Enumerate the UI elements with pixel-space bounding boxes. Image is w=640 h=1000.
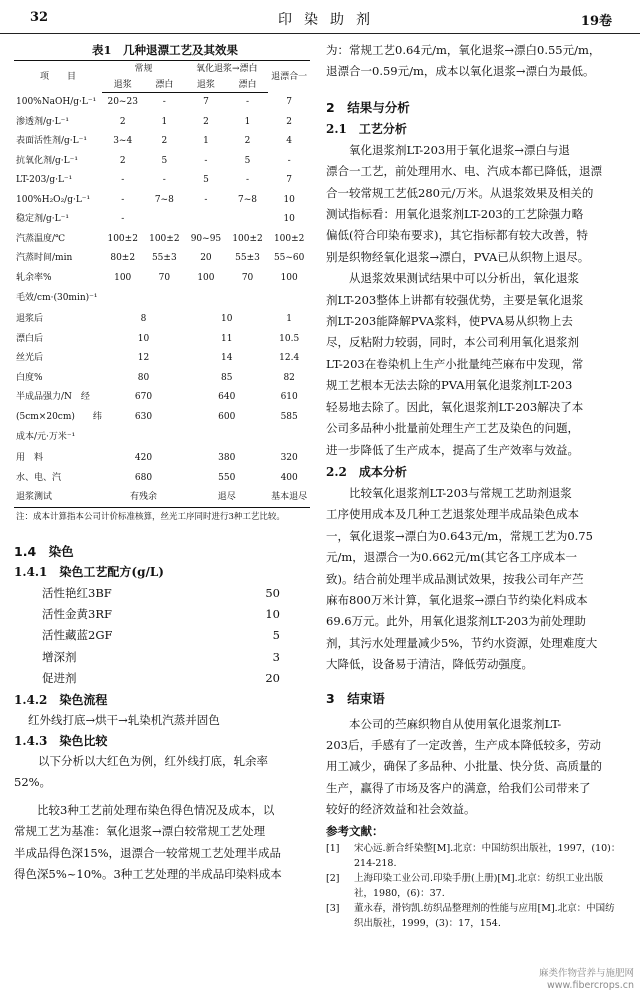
references-title: 参考文献：	[326, 823, 384, 838]
table-row	[14, 449, 310, 469]
reference-text	[354, 871, 628, 901]
paragraph-line: 退漂合一0.59元/m，成本以氧化退浆→漂白为最低。	[326, 64, 595, 79]
paragraph-line: 得色深5%~10%。3种工艺处理的半成品印染料成本	[14, 866, 282, 881]
process-comparison-table	[14, 60, 310, 508]
table-note: 注：成本计算指本公司计价标准核算，丝光工序同时进行3种工艺比较。	[16, 511, 285, 522]
table-cell: 10	[221, 314, 233, 325]
watermark-line: 麻类作物营养与施肥网	[538, 968, 634, 979]
table-cell: 7	[286, 175, 293, 186]
paragraph-line: 半成品得色深15%，退漂合一较常规工艺处理半成品	[14, 845, 282, 860]
table-cell: 10	[137, 333, 150, 344]
table-cell	[144, 210, 186, 230]
paragraph-line: 比较3种工艺前处理布染色得色情况及成本，以	[37, 802, 275, 817]
paragraph-line: 大降低，设备易于清洁，降低劳动强度。	[326, 657, 533, 672]
table-cell: 5	[203, 175, 209, 186]
section-1-4-1-title: 1.4.1 染色工艺配方(g/L)	[14, 564, 164, 579]
table-cell: 85	[221, 372, 233, 383]
table-cell: -	[162, 97, 166, 108]
table-cell: 7	[286, 97, 293, 108]
table-cell: 1	[244, 116, 251, 127]
reference-line: 社，1980，(6)：37.	[354, 887, 445, 899]
table-cell: 7~8	[238, 194, 258, 205]
section-1-4-2-title: 1.4.2 染色流程	[14, 692, 108, 707]
table-cell: 100±2	[273, 233, 305, 244]
table-cell: 7	[203, 97, 209, 108]
table-cell: 1	[203, 136, 209, 147]
paragraph-line: 元/m，退漂合一为0.662元/m(其它各工序成本一	[326, 550, 577, 565]
dye-recipe-list	[14, 583, 316, 690]
table-cell: 11	[221, 333, 233, 344]
table-row	[14, 427, 310, 449]
table-cell: 100±2	[232, 233, 263, 244]
left-column	[14, 40, 316, 885]
table-cell	[185, 210, 227, 230]
journal-title: 印染助剂	[278, 12, 382, 28]
table-cell: 82	[283, 372, 295, 383]
table-cell: 610	[280, 392, 298, 403]
table-cell: 有残余	[102, 488, 185, 508]
reference-item	[326, 901, 628, 931]
dyeing-flow: 红外线打底→烘干→轧染机汽蒸并固色	[28, 712, 220, 727]
table-row	[14, 288, 310, 310]
recipe-dye-name: 活性艳红3BF	[42, 585, 112, 600]
paragraph-line: 用工减少，确保了多品种、小批量、快分货、高质量的	[326, 759, 602, 774]
recipe-amount: 5	[272, 628, 280, 643]
row-label: 毛效/cm·(30min)⁻¹	[16, 293, 98, 304]
paragraph-line: 本公司的苎麻织物自从使用氧化退浆剂LT-	[349, 716, 562, 731]
reference-item	[326, 841, 628, 871]
table-row	[14, 368, 310, 388]
reference-number: [1]	[326, 842, 340, 854]
paragraph-line: 漂合一工艺，前处理用水、电、汽成本都已降低，退漂	[326, 164, 602, 179]
table-row	[14, 310, 310, 330]
table-cell: 70	[158, 272, 171, 283]
subheader-desize: 退浆	[102, 78, 144, 93]
row-label: 汽蒸温度/℃	[16, 233, 66, 244]
table-cell: 20	[200, 253, 212, 264]
volume-label: 19卷	[580, 14, 612, 29]
continued-paragraph	[326, 40, 628, 83]
table-row	[14, 190, 310, 210]
table-row	[14, 249, 310, 269]
table-cell	[144, 288, 186, 310]
table-cell: 10	[283, 194, 295, 205]
watermark	[539, 968, 634, 992]
group-header-oxidative: 氧化退浆→漂白	[185, 61, 268, 78]
table-cell: 14	[221, 353, 233, 364]
paragraph-line: 69.6万元。此外，用氧化退浆剂LT-203为前处理助	[326, 614, 586, 629]
table-cell: 8	[140, 314, 147, 325]
table-cell	[102, 288, 144, 310]
page-number: 32	[30, 10, 49, 25]
table-cell: 2	[119, 155, 126, 166]
reference-line: 织出版社，1999，(3)：17，154.	[354, 917, 501, 929]
row-label: 100%NaOH/g·L⁻¹	[16, 97, 97, 108]
paragraph-line: 麻布800万米计算，氧化退浆→漂白节约染化料成本	[326, 592, 588, 607]
paragraph-line: 剂LT-203能降解PVA浆料，使PVA易从织物上去	[326, 314, 573, 329]
table-cell: 400	[280, 472, 298, 483]
table-row	[14, 210, 310, 230]
paragraph-line: 进一步降低了生产成本，提高了生产效率与效益。	[326, 442, 579, 457]
recipe-dye-name: 活性藏蓝2GF	[42, 628, 113, 643]
table-cell: 100	[197, 272, 215, 283]
table-cell: 5	[244, 155, 251, 166]
paragraph-line: 规工艺根本无法去除的PVA用氧化退浆剂LT-203	[326, 378, 573, 393]
row-label: 白度%	[16, 372, 43, 383]
paragraph-3	[326, 714, 628, 821]
table-cell: 2	[203, 116, 209, 127]
table-cell: 320	[280, 453, 298, 464]
table-row	[14, 112, 310, 132]
table-cell: 550	[218, 472, 236, 483]
paragraph-line: 轻易地去除了。因此，氧化退浆剂LT-203解决了本	[326, 399, 584, 414]
table-cell: 600	[218, 411, 236, 422]
table-cell: -	[287, 155, 291, 166]
reference-number: [2]	[326, 872, 340, 884]
paragraph-line: 以下分析以大红色为例，红外线打底，轧余率	[38, 753, 268, 768]
reference-item	[326, 871, 628, 901]
table-row	[14, 171, 310, 191]
table-cell: 100±2	[107, 233, 138, 244]
table-cell: 680	[134, 472, 153, 483]
table-header-row	[14, 61, 310, 78]
table-cell	[227, 210, 269, 230]
row-label: 退浆后	[16, 314, 44, 325]
row-label: 漂白后	[16, 333, 44, 344]
table-cell: 退尽	[185, 488, 268, 508]
paragraph-line: 为：常规工艺0.64元/m，氧化退浆→漂白0.55元/m，	[326, 43, 601, 57]
paragraph-line: 别是织物经氧化退浆→漂白，PVA已从织物上退尽。	[326, 249, 590, 264]
paragraph-1-4-3	[14, 800, 316, 886]
table-cell: 70	[241, 272, 254, 283]
table-cell: 2	[244, 136, 251, 147]
section-2-2-title: 2.2 成本分析	[326, 464, 407, 479]
paragraph-line: 氧化退浆剂LT-203用于氧化退浆→漂白与退	[349, 142, 570, 157]
section-1-4-title: 1.4 染色	[14, 543, 74, 559]
table-cell: 1	[286, 314, 293, 325]
table-cell: -	[204, 155, 208, 166]
paragraph-line: 52%。	[14, 775, 52, 790]
table-cell: 2	[161, 136, 168, 147]
table-cell: 55±3	[151, 253, 177, 264]
recipe-item	[14, 583, 316, 604]
subheader-desize: 退浆	[185, 78, 227, 93]
table-cell: 2	[286, 116, 293, 127]
table-cell: 20~23	[107, 97, 138, 108]
reference-number: [3]	[326, 902, 340, 914]
row-label: 表面活性剂/g·L⁻¹	[16, 136, 87, 147]
table-cell: 630	[134, 411, 153, 422]
row-label: 稳定剂/g·L⁻¹	[16, 214, 69, 225]
table-caption: 表1 几种退漂工艺及其效果	[91, 43, 238, 57]
paragraph-line: 剂，其污水处理量减少5%，节约水资源，处理难度大	[326, 635, 598, 650]
column-header-item: 项 目	[14, 61, 102, 93]
paragraph-line: 一，氧化退浆→漂白为0.643元/m，常规工艺为0.75	[326, 528, 593, 543]
table-cell: 640	[218, 392, 236, 403]
table-cell	[185, 288, 227, 310]
table-body	[14, 93, 310, 508]
paragraph-line: 较好的经济效益和社会效益。	[326, 802, 476, 817]
paragraph-line: 致)。结合前处理半成品测试效果，按我公司年产苎	[326, 571, 584, 586]
recipe-dye-name: 促进剂	[42, 671, 77, 686]
reference-line: 上海印染工业公司.印染手册(上册)[M].北京：纺织工业出版	[354, 872, 604, 884]
row-label: 轧余率%	[16, 272, 52, 283]
reference-line: 宋心远.新合纤染整[M].北京：中国纺织出版社，1997，(10)：	[354, 842, 621, 854]
group-header-combined: 退漂合一	[268, 61, 310, 93]
row-label: 用 料	[16, 453, 44, 464]
table-row	[14, 349, 310, 369]
table-cell: 80±2	[110, 253, 136, 264]
paragraph-line: 203后，手感有了一定改善，生产成本降低较多，劳动	[326, 737, 601, 752]
table-row	[14, 229, 310, 249]
section-2-title: 2 结果与分析	[326, 99, 410, 115]
table-cell: 585	[280, 411, 298, 422]
table-cell	[268, 288, 310, 310]
table-row	[14, 329, 310, 349]
table-cell: -	[204, 194, 208, 205]
paragraph-line: 测试指标看：用氧化退浆剂LT-203的工艺除强力略	[326, 207, 584, 222]
table-cell: 380	[218, 453, 236, 464]
table-row	[14, 468, 310, 488]
recipe-amount: 3	[272, 649, 280, 664]
recipe-item	[14, 604, 316, 625]
row-label: 丝光后	[16, 353, 44, 364]
table-cell: 3~4	[113, 136, 133, 147]
section-3-title: 3 结束语	[326, 690, 385, 706]
table-row	[14, 93, 310, 113]
row-label: 汽蒸时间/min	[16, 253, 73, 264]
paragraph-2-1-b	[326, 268, 628, 461]
paragraph-line: 从退浆效果测试结果中可以分析出，氧化退浆	[349, 271, 579, 286]
table-cell: 670	[134, 392, 153, 403]
table-cell: 12.4	[279, 353, 300, 364]
paragraph-line: 常规工艺为基准：氧化退浆→漂白较常规工艺处理	[14, 824, 266, 839]
row-label: LT-203/g·L⁻¹	[16, 175, 73, 186]
row-label: 半成品强力/N 经	[16, 392, 90, 403]
section-1-4-3-title: 1.4.3 染色比较	[14, 733, 108, 748]
table-cell: 2	[119, 116, 126, 127]
table-cell: 90~95	[190, 233, 222, 244]
subheader-bleach: 漂白	[144, 78, 186, 93]
table-cell	[268, 427, 310, 449]
table-cell: 100	[114, 272, 132, 283]
paragraph-line: 工序使用成本及几种工艺退浆处理半成品染色成本	[326, 507, 579, 522]
table-cell: -	[246, 97, 250, 108]
table-cell: -	[121, 175, 125, 186]
table-cell: -	[121, 214, 125, 225]
table-row	[14, 268, 310, 288]
recipe-dye-name: 活性金黄3RF	[42, 606, 112, 621]
table-row	[14, 132, 310, 152]
reference-text	[354, 901, 628, 931]
running-header	[0, 0, 640, 34]
table-cell: 5	[161, 155, 168, 166]
row-label: 渗透剂/g·L⁻¹	[16, 116, 69, 127]
table-row	[14, 407, 310, 427]
row-label: 抗氧化剂/g·L⁻¹	[16, 155, 78, 166]
section-2-1-title: 2.1 工艺分析	[326, 121, 407, 136]
paragraph-line: 剂LT-203整体上讲都有较强优势，主要是氧化退浆	[326, 292, 584, 307]
table-cell	[185, 427, 268, 449]
row-label: (5cm×20cm) 纬	[16, 411, 102, 422]
paragraph-line: 合一较常规工艺低280元/万米。从退浆效果及相关的	[326, 185, 594, 200]
table-row	[14, 388, 310, 408]
paragraph-line: LT-203在卷染机上生产小批量纯苎麻布中发现，常	[326, 356, 584, 371]
reference-line: 214-218.	[354, 857, 397, 869]
table-cell	[227, 288, 269, 310]
row-label: 退浆测试	[14, 488, 102, 508]
recipe-item	[14, 668, 316, 689]
table-cell: 12	[137, 353, 150, 364]
table-cell: 55~60	[273, 253, 305, 264]
paragraph-line: 生产，赢得了市场及客户的满意，给我们公司带来了	[326, 780, 591, 795]
row-label: 水、电、汽	[16, 472, 62, 483]
recipe-amount: 20	[265, 671, 280, 686]
reference-line: 董永春，滑钧凯.纺织品整理剂的性能与应用[M].北京：中国纺	[354, 902, 615, 914]
reference-text	[354, 841, 628, 871]
recipe-dye-name: 增深剂	[42, 649, 77, 664]
recipe-amount: 10	[265, 606, 280, 621]
paragraph-line: 公司多品种小批量前处理生产工艺及染色的问题，	[326, 421, 579, 436]
table-cell	[102, 427, 185, 449]
table-cell: 1	[161, 116, 168, 127]
table-cell: 7~8	[154, 194, 174, 205]
row-label: 100%H₂O₂/g·L⁻¹	[16, 194, 91, 205]
table-row	[14, 488, 310, 508]
table-cell: -	[246, 175, 250, 186]
recipe-item	[14, 625, 316, 646]
table-cell: 10.5	[279, 333, 300, 344]
table-cell: 100	[280, 272, 298, 283]
table-cell: -	[162, 175, 166, 186]
table-cell: 4	[286, 136, 293, 147]
paragraph-line: 偏低(符合印染布要求)，其它指标都有较大改善，特	[326, 228, 588, 243]
references-list	[326, 841, 628, 931]
paragraph-2-2	[326, 483, 628, 676]
paragraph-line: 比较氧化退浆剂LT-203与常规工艺助剂退浆	[349, 485, 572, 500]
group-header-conventional: 常规	[102, 61, 185, 78]
table-cell: 10	[283, 214, 295, 225]
table-cell: 55±3	[235, 253, 260, 264]
table-row	[14, 151, 310, 171]
table-cell: 100±2	[149, 233, 180, 244]
table-cell: 420	[134, 453, 153, 464]
table-cell: 基本退尽	[268, 488, 310, 508]
subheader-bleach: 漂白	[227, 78, 269, 93]
watermark-url: www.fibercrops.cn	[547, 980, 634, 991]
table-cell: 80	[137, 372, 150, 383]
table-cell: -	[121, 194, 125, 205]
paragraph-2-1-a	[326, 140, 628, 268]
recipe-amount: 50	[265, 585, 280, 600]
right-column	[326, 40, 628, 931]
recipe-item	[14, 647, 316, 668]
row-label: 成本/元·万米⁻¹	[16, 432, 76, 443]
paragraph-line: 尽，反粘附力较弱，同时，本公司利用氧化退浆剂	[326, 335, 579, 350]
